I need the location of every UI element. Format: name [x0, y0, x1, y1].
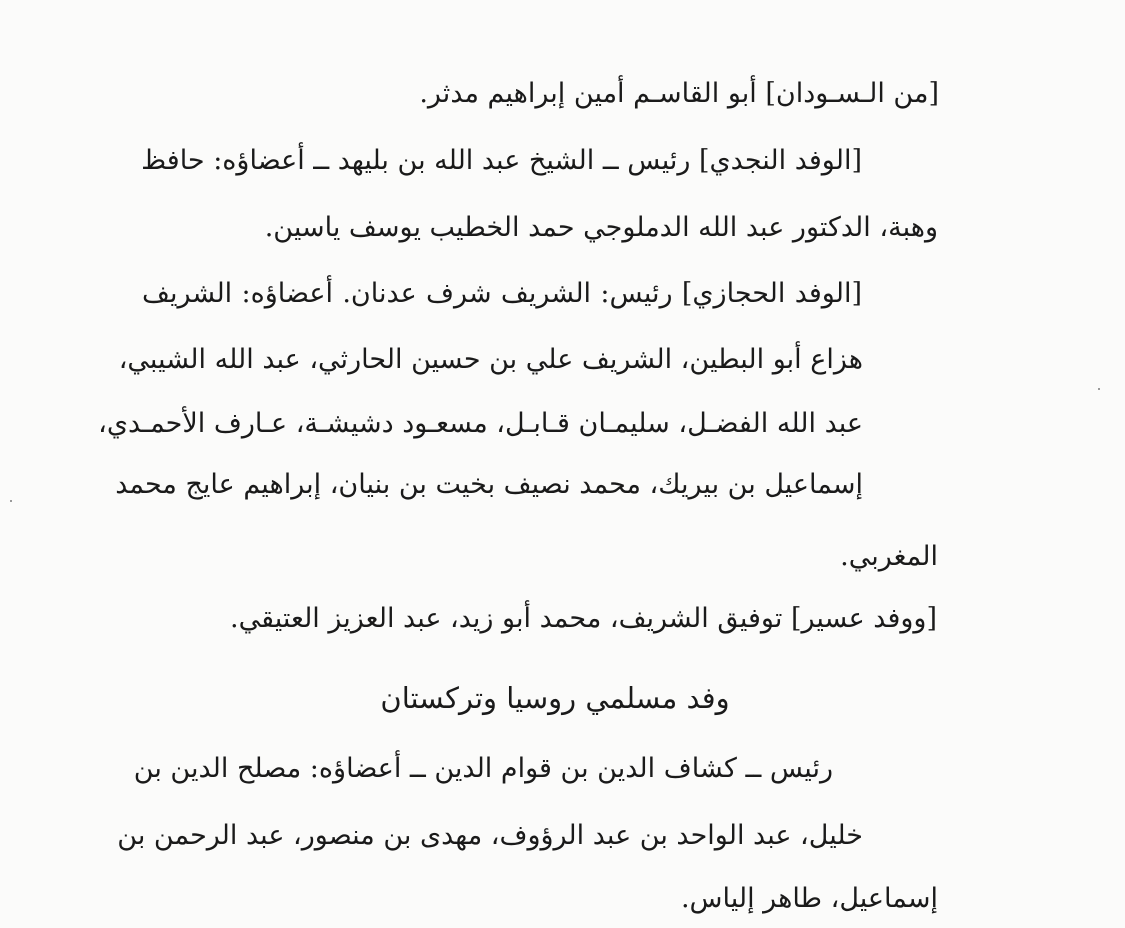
text-line-asir: [ووفد عسير] توفيق الشريف، محمد أبو زيد، عبد العزيز العتيقي. [230, 603, 937, 634]
text-line-hijaz-1: [الوفد الحجازي] رئيس: الشريف شرف عدنان. أعضاؤه: الشريف [142, 278, 862, 309]
text-line-sudan: [من الـسـودان] أبو القاسـم أمين إبراهيم مدثر. [419, 78, 939, 109]
text-line-russia-3: إسماعيل، طاهر إلياس. [680, 883, 938, 914]
text-line-hijaz-2: هزاع أبو البطين، الشريف علي بن حسين الحارثي، عبد الله الشيبي، [118, 344, 863, 375]
scan-speck [1098, 388, 1100, 390]
section-heading: وفد مسلمي روسيا وتركستان [380, 681, 730, 715]
text-line-russia-2: خليل، عبد الواحد بن عبد الرؤوف، مهدى بن منصور، عبد الرحمن بن [117, 820, 863, 851]
text-line-hijaz-4: إسماعيل بن بيريك، محمد نصيف بخيت بن بنيان، إبراهيم عايج محمد [115, 469, 863, 500]
text-line-russia-1: رئيس ــ كشاف الدين بن قوام الدين ــ أعضاؤه: مصلح الدين بن [133, 753, 833, 784]
text-line-hijaz-5: المغربي. [840, 541, 938, 572]
text-line-hijaz-3: عبد الله الفضـل، سليمـان قـابـل، مسعـود دشيشـة، عـارف الأحمـدي، [98, 408, 863, 439]
scan-speck [10, 500, 12, 502]
text-line-najd-2: وهبة، الدكتور عبد الله الدملوجي حمد الخطيب يوسف ياسين. [264, 212, 938, 243]
text-line-najd-1: [الوفد النجدي] رئيس ــ الشيخ عبد الله بن بليهد ــ أعضاؤه: حافظ [141, 145, 862, 176]
